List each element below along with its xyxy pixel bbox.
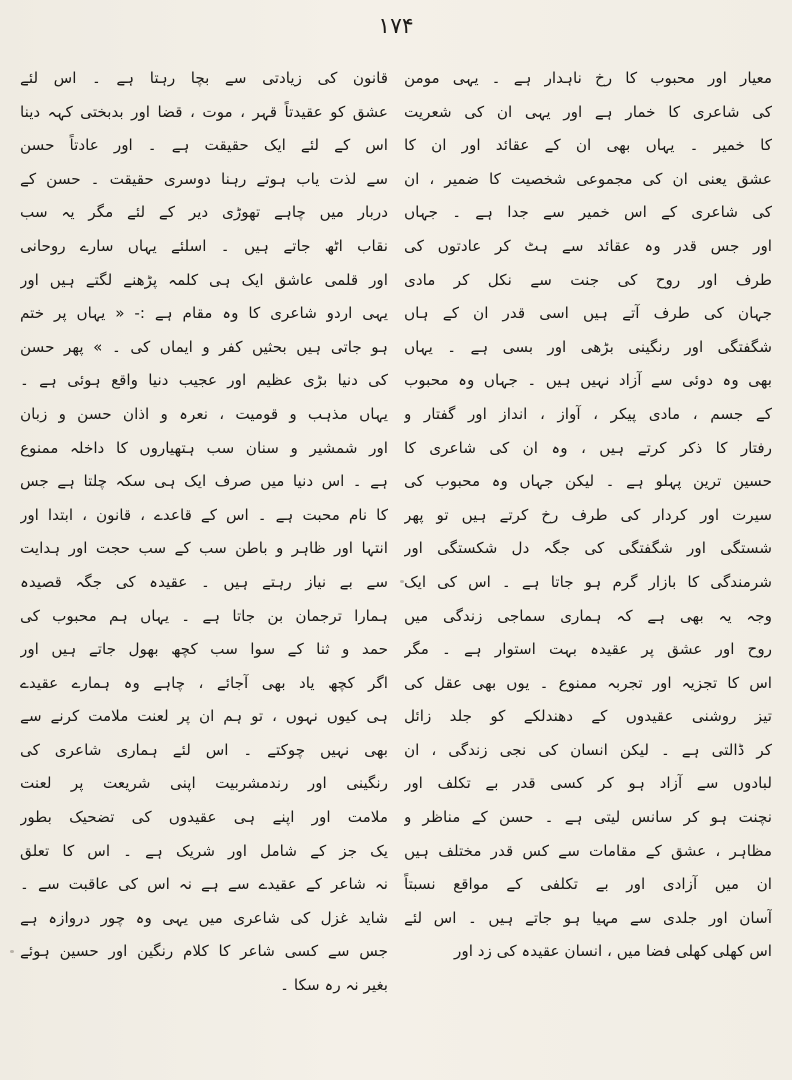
text-line: نچنت ہو کر سانس لیتی ہے ۔ حسن کے مناظر و: [404, 808, 772, 827]
text-line: سیرت اور کردار کی طرف رخ کرتے ہیں تو پھر: [404, 505, 772, 524]
text-line: بھی وہ دوئی سے آزاد نہیں ہیں ۔ جہاں وہ محبوب: [404, 371, 772, 390]
page-number: ۱۷۴: [378, 14, 414, 39]
text-line: اور جس قدر وہ عقائد سے ہٹ کر عادتوں کی: [404, 236, 772, 255]
text-line: ان میں آزادی اور بے تکلفی کے مواقع نسبتاً: [404, 875, 772, 894]
text-line: جہان کی طرف آتے ہیں اسی قدر ان کے ہاں: [404, 304, 772, 323]
text-line: معیار اور محبوب کا رخ ناہدار ہے ۔ یہی مومن: [404, 69, 772, 87]
text-line: تیز روشنی عقیدوں کے دھندلکے کو جلد زائل: [404, 707, 772, 726]
text-line: وجہ یہ بھی ہے کہ ہماری سماجی زندگی میں: [404, 606, 772, 625]
text-line: شاید غزل کی شاعری میں یہی وہ چور دروازہ ہے: [20, 908, 388, 927]
right-text-column: [404, 62, 772, 1062]
text-line: اگر کچھ یاد بھی آجائے ، چاہے وہ ہمارے عقیدے: [20, 673, 388, 692]
text-line: کر ڈالتی ہے ۔ لیکن انسان کی نجی زندگی ، ان: [404, 740, 772, 759]
text-line: عشق کو عقیدتاً قہر ، موت ، قضا اور بدبختی کہہ دینا: [20, 102, 388, 121]
text-line: شگفتگی اور رنگینی بڑھی اور بسی ہے ۔ یہاں: [404, 337, 772, 356]
text-line: حمد و ثنا کے سوا سب کچھ بھول جاتے ہیں اور: [20, 640, 388, 659]
text-line: قانون کی زیادتی سے بچا رہتا ہے ۔ اس لئے: [20, 69, 388, 87]
text-line: رنگینی اور رندمشربیت اپنی شریعت پر لعنت: [20, 774, 388, 793]
text-line: ہے ۔ اس دنیا میں صرف ایک ہی سکہ چلتا ہے جس: [20, 472, 388, 491]
text-line: اس کا تجزیہ اور تجربہ ممنوع ۔ یوں بھی عقل کی: [404, 673, 772, 692]
text-line: نہ شاعر کے عقیدے سے ہے نہ اس کی عاقبت سے ۔: [20, 875, 388, 894]
text-line: لبادوں سے آزاد ہو کر کسی قدر بے تکلف اور: [404, 774, 772, 793]
text-line: نقاب اٹھ جاتے ہیں ۔ اسلئے یہاں سارے روحانی: [20, 236, 388, 255]
text-line: ہی کیوں نہوں ، تو ہم ان پر لعنت ملامت کرنے سے: [20, 707, 388, 726]
text-line: اس کے لئے ایک حقیقت ہے ۔ اور عادتاً حسن: [20, 136, 388, 155]
text-line: سے لذت یاب ہوتے رہنا دوسری حقیقت ۔ حسن کے: [20, 169, 388, 188]
text-line: کی دنیا بڑی عظیم اور عجیب دنیا واقع ہوئی ہے ۔: [20, 371, 388, 390]
text-line: بغیر نہ رہ سکا ۔: [280, 976, 388, 995]
paper-speck: [400, 580, 404, 583]
text-line: انتہا اور ظاہر و باطن سب کے سب حجت اور ہدایت: [20, 539, 388, 558]
text-line: طرف اور روح کی جنت سے نکل کر مادی: [404, 270, 772, 289]
text-line: جس سے کسی شاعر کا کلام رنگین اور حسین ہوئے: [20, 942, 388, 961]
text-line: آسان اور جلدی سے مہیا ہو جاتے ہیں ۔ اس لئے: [404, 908, 772, 927]
text-line: کی شاعری کے اس خمیر سے جدا ہے ۔ جہاں: [404, 203, 772, 222]
text-line: سے بے نیاز رہتے ہیں ۔ عقیدہ کی جگہ قصیدہ: [20, 572, 388, 591]
text-line: شرمندگی کا بازار گرم ہو جاتا ہے ۔ اس کی ایک: [404, 572, 772, 591]
text-line: یہی اردو شاعری کا وہ مقام ہے :- « یہاں پر ختم: [20, 304, 388, 323]
text-line: یہاں مذہب و قومیت ، نعرہ و اذان حسن و زبان: [20, 404, 388, 423]
text-line: کا خمیر ۔ یہاں بھی ان کے عقائد اور ان کا: [404, 136, 772, 155]
text-line: عشق یعنی ان کی مجموعی شخصیت کا ضمیر ، ان: [404, 169, 772, 188]
left-text-column: [20, 62, 388, 1062]
paper-speck: [10, 950, 14, 953]
text-line: حسین ترین پہلو ہے ۔ لیکن جہاں وہ محبوب کی: [404, 472, 772, 491]
text-line: بھی نہیں چوکتے ۔ اس لئے ہماری شاعری کی: [20, 740, 388, 759]
text-line: اور قلمی عاشق ایک ہی کلمہ پڑھنے لگتے ہیں اور: [20, 270, 388, 289]
text-line: یک جز کے شامل اور شریک ہے ۔ اس کا تعلق: [20, 841, 388, 860]
text-line: رفتار کا ذکر کرتے ہیں ، وہ ان کی شاعری کا: [404, 438, 772, 457]
text-line: کے جسم ، مادی پیکر ، آواز ، انداز اور گفتار و: [404, 404, 772, 423]
text-line: ملامت اور اپنے ہی عقیدوں کی تضحیک بطور: [20, 808, 388, 827]
text-line: ہو جاتی ہیں بحثیں کفر و ایماں کی ۔ » پھر حسن: [20, 337, 388, 356]
text-line: اور شمشیر و سنان سب ہتھیاروں کا داخلہ ممنوع: [20, 438, 388, 457]
text-line: کی شاعری کا خمار ہے اور یہی ان کی شعریت: [404, 102, 772, 121]
text-line: مظاہر ، عشق کے مقامات سے کس قدر مختلف ہیں: [404, 841, 772, 860]
text-line: روح اور عشق پر عقیدہ بہت استوار ہے ۔ مگر: [404, 640, 772, 659]
text-line: کا نام محبت ہے ۔ اس کے قاعدے ، قانون ، ابتدا اور: [20, 505, 388, 524]
text-line: دربار میں چاہے تھوڑی دیر کے لئے مگر یہ سب: [20, 203, 388, 222]
text-line: اس کھلی کھلی فضا میں ، انسان عقیدہ کی زد اور: [454, 942, 772, 961]
text-line: شستگی اور شگفتگی کی جگہ دل شکستگی اور: [404, 539, 772, 558]
text-line: ہمارا ترجمان بن جاتا ہے ۔ یہاں ہم محبوب کی: [20, 606, 388, 625]
